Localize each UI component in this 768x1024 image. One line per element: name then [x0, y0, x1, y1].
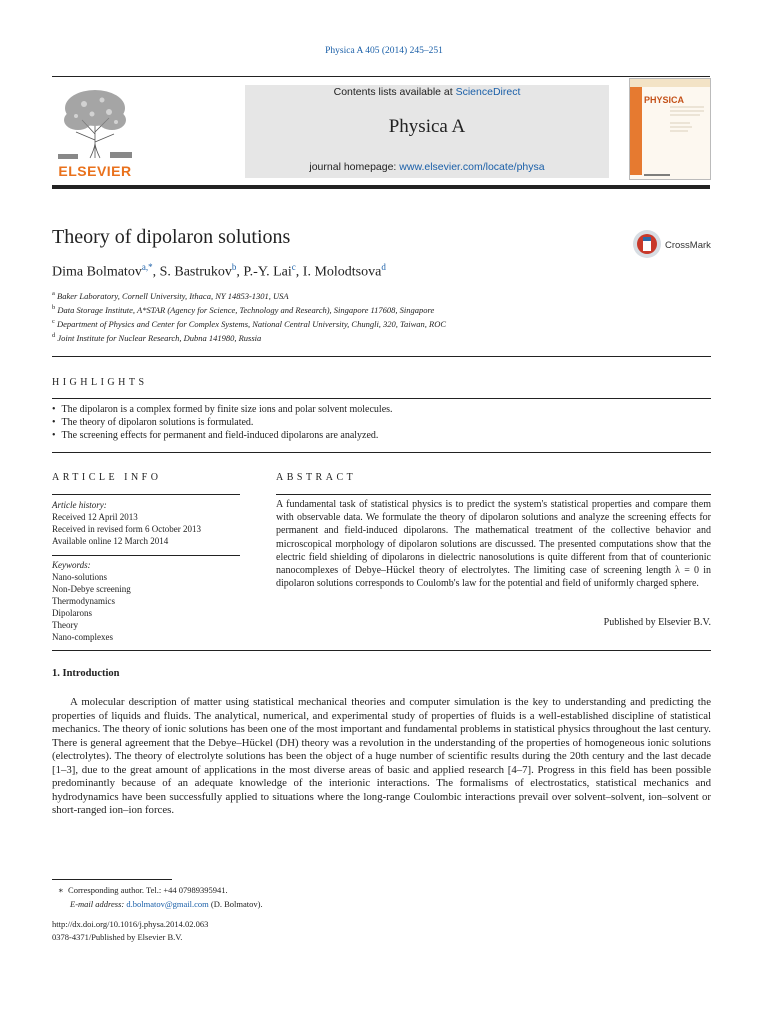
received-date: Received 12 April 2013 — [52, 512, 138, 522]
author-affiliation-marker[interactable]: b — [231, 262, 237, 272]
doi-link[interactable]: http://dx.doi.org/10.1016/j.physa.2014.02.063 — [52, 919, 209, 929]
highlight-item: • The screening effects for permanent and field-induced dipolarons are analyzed. — [52, 429, 393, 442]
affiliation-text: Baker Laboratory, Cornell University, Ithaca, NY 14853-1301, USA — [57, 290, 289, 301]
affiliation-marker: b — [52, 304, 56, 311]
journal-reference-link[interactable]: Physica A 405 (2014) 245–251 — [325, 46, 443, 56]
article-history — [52, 499, 242, 547]
highlights-rule — [52, 398, 711, 399]
affiliation-marker: a — [52, 290, 55, 297]
author-separator: , — [295, 264, 303, 280]
issn-line: 0378-4371/Published by Elsevier B.V. — [52, 932, 183, 942]
author-separator: , — [236, 264, 244, 280]
email-link[interactable]: d.bolmatov@gmail.com — [126, 899, 209, 909]
affiliation-marker: d — [52, 332, 56, 339]
section-divider — [52, 452, 711, 453]
publisher-note: Published by Elsevier B.V. — [603, 617, 711, 628]
keywords-block — [52, 559, 242, 643]
section-divider — [52, 650, 711, 651]
article-history-label: Article history: — [52, 500, 107, 510]
abstract-heading: ABSTRACT — [276, 472, 357, 483]
keyword: Nano-complexes — [52, 632, 113, 642]
affiliation-c — [52, 318, 446, 329]
author-name[interactable]: P.-Y. Lai — [243, 264, 292, 280]
corresponding-text: Corresponding author. Tel.: +44 07989395941. — [68, 885, 228, 895]
masthead-divider — [52, 185, 710, 189]
article-info-heading: ARTICLE INFO — [52, 472, 162, 483]
keyword: Nano-solutions — [52, 572, 107, 582]
crossmark-label: CrossMark — [665, 240, 711, 251]
contents-line — [245, 86, 609, 98]
email-label: E-mail address: — [70, 899, 127, 909]
journal-name: Physica A — [388, 116, 466, 137]
crossmark-icon[interactable] — [631, 228, 713, 260]
homepage-prefix: journal homepage: — [309, 161, 400, 173]
highlight-item: • The dipolaron is a complex formed by finite size ions and polar solvent molecules. — [52, 403, 393, 416]
abstract-rule — [276, 494, 711, 495]
corresponding-mark: ∗ — [58, 885, 64, 895]
keyword: Thermodynamics — [52, 596, 115, 606]
online-date: Available online 12 March 2014 — [52, 536, 169, 546]
keyword: Dipolarons — [52, 608, 92, 618]
introduction-text: A molecular description of matter using statistical mechanical theories and computer simulation is the key to understanding and predicting the properties of liquids and fluids. The analytical, numerical, and experimental study of properties of fluids is a well-established discipline of statistical mechanics. The theory of ionic solutions has been one of the most important and fundamental problems in statistical physics throughout the last century. There is general agreement that the Debye–Hückel (DH) theory was a revolution in the understanding of the properties of homogeneous ionic solutions (electrolytes). The theory of electrolyte solutions has been the object of a huge number of scientific results during the 20th century and the last decade [1–3], due to the great amount of applications in the most diverse areas of basic and applied research [4–7]. Progress in this field has been possible predominantly because of an adequate knowledge of the interionic interactions. The formalisms of electrostatics, statistical mechanics and hydrodynamics have been successfully applied to situations where the long-range Coulombic interactions prevail over solvent–solvent, ion–solvent or short-ranged ion–ion forces. — [52, 696, 711, 816]
sciencedirect-link[interactable]: ScienceDirect — [455, 86, 521, 98]
affiliation-text: Joint Institute for Nuclear Research, Dubna 141980, Russia — [57, 332, 262, 343]
journal-homepage-link[interactable]: www.elsevier.com/locate/physa — [399, 161, 545, 173]
author-name[interactable]: S. Bastrukov — [159, 264, 232, 280]
keyword: Non-Debye screening — [52, 584, 131, 594]
keyword: Theory — [52, 620, 78, 630]
author-affiliation-marker[interactable]: d — [381, 262, 386, 272]
affiliation-marker: c — [52, 318, 55, 325]
author-affiliation-marker[interactable]: c — [291, 262, 296, 272]
highlight-item: • The theory of dipolaron solutions is formulated. — [52, 416, 393, 429]
corresponding-author-note — [58, 885, 228, 896]
article-info-rule — [52, 494, 240, 495]
email-suffix: (D. Bolmatov). — [208, 899, 263, 909]
journal-cover-thumbnail — [629, 78, 711, 180]
section-divider — [52, 356, 711, 357]
affiliation-b — [52, 304, 434, 315]
author-list — [52, 262, 386, 281]
footnote-rule — [52, 879, 172, 880]
paper-title: Theory of dipolaron solutions — [52, 226, 291, 248]
author-affiliation-marker[interactable]: a,* — [141, 262, 153, 272]
homepage-line — [245, 161, 609, 173]
contents-prefix: Contents lists available at — [333, 86, 456, 98]
affiliation-text: Data Storage Institute, A*STAR (Agency for Science, Technology and Research), Singapore 117608, Singapore — [57, 304, 435, 315]
affiliation-text: Department of Physics and Center for Complex Systems, National Central University, Chungli, 320, Taiwan, ROC — [57, 318, 447, 329]
revised-date: Received in revised form 6 October 2013 — [52, 524, 201, 534]
elsevier-wordmark: ELSEVIER — [58, 163, 132, 179]
affiliation-d — [52, 332, 261, 343]
affiliation-a — [52, 290, 289, 301]
highlights-heading: HIGHLIGHTS — [52, 377, 148, 388]
email-note — [70, 899, 263, 909]
keywords-label: Keywords: — [52, 560, 91, 570]
keywords-rule — [52, 555, 240, 556]
introduction-heading: 1. Introduction — [52, 668, 120, 679]
abstract-text: A fundamental task of statistical physics is to predict the system's statistical properties and compare them with observable data. We formulate the theory of dipolaron solutions and analyze the screening effects for permanent and field-induced dipolarons. The mathematical treatment of the collective behavior and microscopical morphology of dipolaron solutions are discussed. The presented computations show that the electric field shielding of dipolarons in dielectric nanosolutions is quite different from that of counterionic nanocomplexes of Debye–Hückel theory of electrolytes. The limiting case of screening length λ = 0 in dipolaron solutions corresponds to Coulomb's law for the potential and field of uniformly charged sphere. — [276, 499, 711, 590]
author-name[interactable]: I. Molodtsova — [302, 264, 382, 280]
author-name[interactable]: Dima Bolmatov — [52, 264, 142, 280]
cover-title: PHYSICA — [644, 95, 685, 105]
author-separator: , — [152, 264, 160, 280]
highlights-list — [52, 403, 393, 442]
